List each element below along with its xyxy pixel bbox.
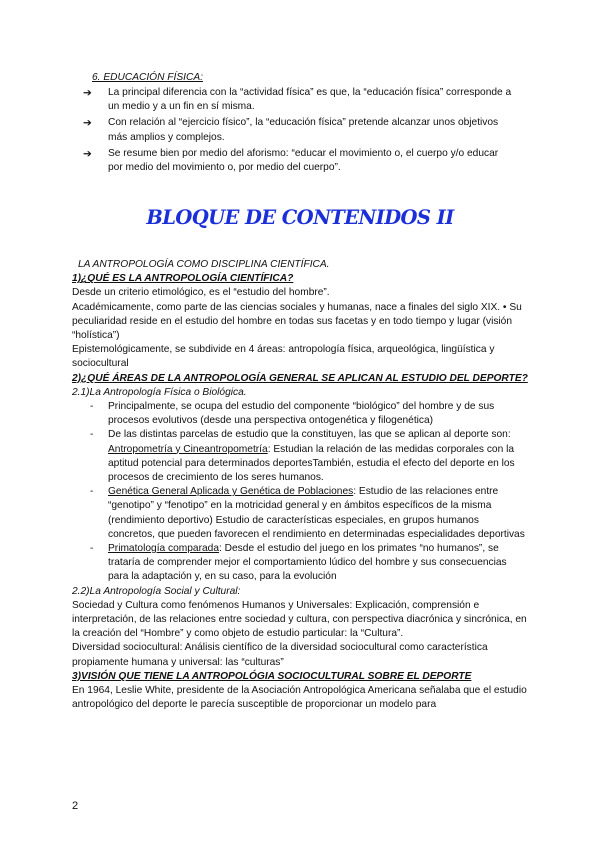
intro-line: LA ANTROPOLOGÍA COMO DISCIPLINA CIENTÍFICA. <box>78 259 330 270</box>
bloque-title: BLOQUE DE CONTENIDOS II <box>146 206 454 229</box>
arrow-bullet-icon: ➔ <box>83 117 92 130</box>
page-number: 2 <box>72 800 79 812</box>
bullet-text: Genética General Aplicada y Genética de Poblaciones: Estudio de las relaciones entre “genotipo” y “fenotipo” en la motricidad general y en ámbitos específicos de la misma (rendimiento deportivo) Estudio de características especiales, en grupos humanos concretos, que pueden favorecen el rendimiento en determinadas especialidades deportivas <box>108 486 525 540</box>
heading-q3: 3)VISIÓN QUE TIENE LA ANTROPOLÓGIA SOCIOCULTURAL SOBRE EL DEPORTE <box>72 670 472 682</box>
paragraph: Diversidad sociocultural: Análisis científico de la diversidad sociocultural como característica propiamente humana y universal: las “culturas” <box>72 642 488 668</box>
dash-bullet: - <box>90 401 94 413</box>
bullet-text: La principal diferencia con la “actividad física” es que, la “educación física” corresponde a un medio y a un fin en sí misma. <box>108 87 512 113</box>
arrow-bullet-icon: ➔ <box>83 147 92 160</box>
list-item <box>0 147 600 175</box>
dash-bullet: - <box>90 486 94 498</box>
section6-bullets <box>0 86 600 175</box>
subheading-antropologia-social: 2.2)La Antropología Social y Cultural: <box>72 585 241 597</box>
main-body <box>72 258 532 713</box>
arrow-bullet-icon: ➔ <box>83 87 92 99</box>
section-heading-educacion-fisica: 6. EDUCACIÓN FÍSICA: <box>92 72 203 83</box>
paragraph: Desde un criterio etimológico, es el “estudio del hombre”. <box>72 287 330 299</box>
subheading-antropologia-fisica: 2.1)La Antropología Física o Biológica. <box>72 386 247 398</box>
dash-list <box>0 400 600 585</box>
list-item <box>0 86 600 114</box>
bullet-text: Se resume bien por medio del aforismo: “educar el movimiento o, el cuerpo y/o educar por medio del movimiento o, por medio del cuerpo”. <box>108 147 499 174</box>
heading-q1: 1)¿QUÉ ES LA ANTROPOLOGÍA CIENTÍFICA? <box>72 273 294 285</box>
list-item <box>0 485 600 542</box>
list-item <box>0 542 600 585</box>
paragraph: Sociedad y Cultura como fenómenos Humanos y Universales: Explicación, comprensión e interpretación, de las relaciones entre sociedad y cultura, con perspectiva diacrónica y sincrónica, en la creación del “Hombre” y como objeto de estudio particular: la “Cultura”. <box>72 599 527 640</box>
dash-bullet: - <box>90 429 94 441</box>
bullet-text: Con relación al “ejercicio físico”, la “educación física” pretende alcanzar unos objetivos más amplios y complejos. <box>108 117 499 143</box>
bullet-text: Primatología comparada: Desde el estudio del juego en los primates “no humanos”, se trataría de comprender mejor el comportamiento lúdico del hombre y sus consecuencias para la adaptación y, en su caso, para la evolución <box>108 543 507 583</box>
list-item <box>0 400 600 428</box>
bullet-text: De las distintas parcelas de estudio que la constituyen, las que se aplican al deporte son: Antropometría y Cineantropometría: Estudian la relación de las medidas corporales con la aptitud potencial para determinados deportesTambién, estudia el efecto del deporte en los procesos de crecimiento de los seres humanos. <box>108 429 515 484</box>
paragraph: Académicamente, como parte de las ciencias sociales y humanas, nace a finales del siglo XIX. • Su peculiaridad reside en el estudio del hombre en todas sus facetas y en todo tiempo y lugar (visión “holística”) <box>72 301 522 342</box>
list-item <box>0 116 600 144</box>
bullet-text: Principalmente, se ocupa del estudio del componente “biológico” del hombre y de sus procesos evolutivos (desde una perspectiva ontogenética y filogenética) <box>108 401 495 427</box>
list-item <box>0 428 600 485</box>
paragraph: En 1964, Leslie White, presidente de la Asociación Antropológica Americana señalaba que el estudio antropológico del deporte le parecía susceptible de proporcionar un modelo para <box>72 685 527 711</box>
dash-bullet: - <box>90 543 94 555</box>
paragraph: Epistemológicamente, se subdivide en 4 áreas: antropología física, arqueológica, lingüística y sociocultural <box>72 344 495 370</box>
heading-q2: 2)¿QUÉ ÁREAS DE LA ANTROPOLOGÍA GENERAL SE APLICAN AL ESTUDIO DEL DEPORTE? <box>72 372 528 384</box>
